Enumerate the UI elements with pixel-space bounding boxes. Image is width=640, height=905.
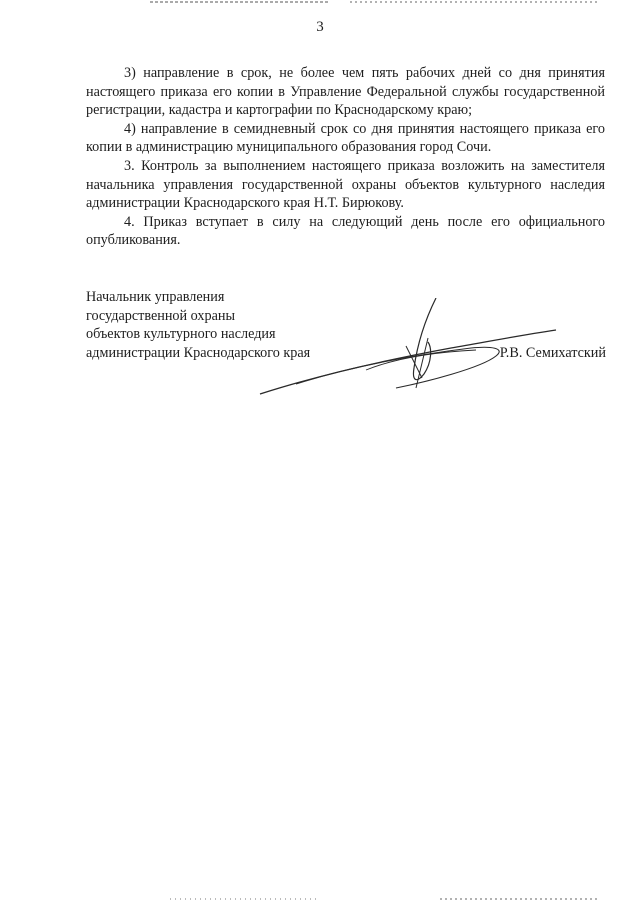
signatory-title-line: администрации Краснодарского края: [86, 344, 311, 361]
signatory-title-line: государственной охраны: [86, 307, 236, 324]
signatory-title-line: Начальник управления: [86, 289, 225, 305]
page-number: 3: [316, 19, 324, 35]
scan-edge-top: [0, 0, 640, 6]
order-body: [86, 64, 605, 250]
paragraph-clause-4-sub: 4) направление в семидневный срок со дня принятия настоящего приказа его копии в администрацию муниципального образования город Сочи.: [86, 120, 605, 156]
paragraph-control: 3. Контроль за выполнением настоящего приказа возложить на заместителя начальника управления государственной охраны объектов культурного наследия администрации Краснодарского края Н.Т. Бирюкову.: [86, 157, 605, 212]
paragraph-effective-date: 4. Приказ вступает в силу на следующий день после его официального опубликования.: [86, 213, 605, 249]
scan-edge-bottom: [0, 896, 640, 902]
signatory-name: Р.В. Семихатский: [499, 345, 606, 361]
paragraph-clause-3-sub: 3) направление в срок, не более чем пять рабочих дней со дня принятия настоящего приказа его копии в Управление Федеральной службы государственной регистрации, кадастра и картографии по Краснодарскому краю;: [86, 65, 605, 119]
signature-block: [86, 288, 606, 398]
signatory-title-line: объектов культурного наследия: [86, 326, 276, 343]
